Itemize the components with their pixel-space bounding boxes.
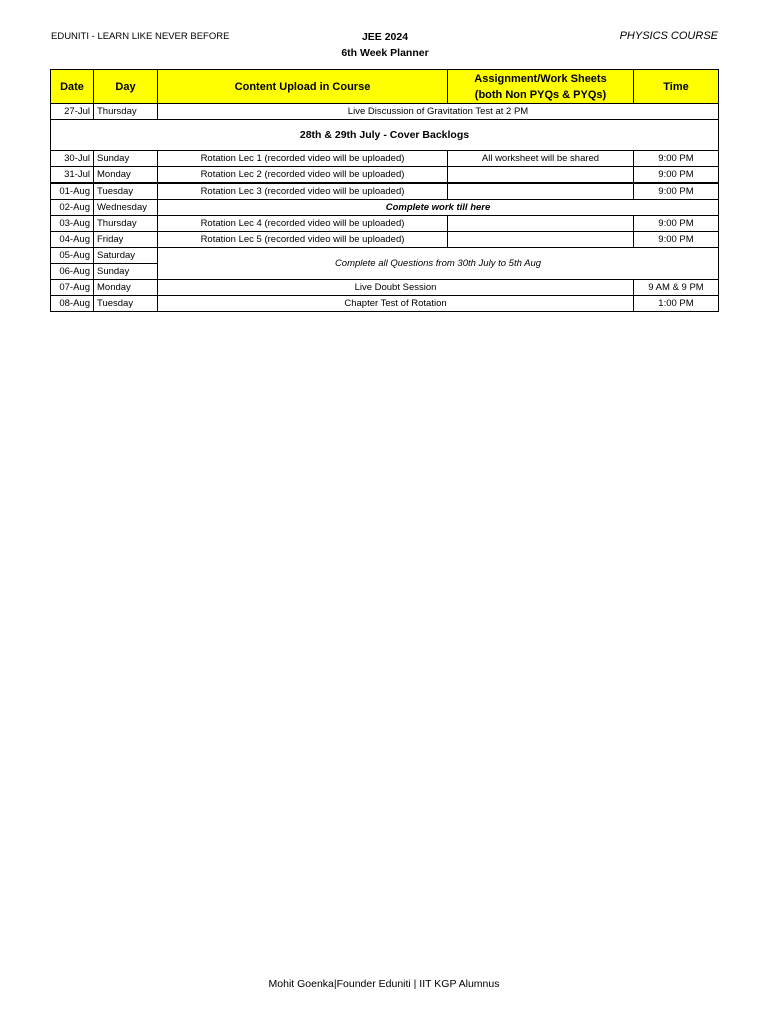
content-cell: Rotation Lec 2 (recorded video will be uploaded) <box>158 167 448 184</box>
weekend-task-cell: Complete all Questions from 30th July to 5th Aug <box>158 248 719 280</box>
day-cell: Wednesday <box>94 200 158 216</box>
date-cell: 30-Jul <box>51 151 94 167</box>
content-cell: Live Discussion of Gravitation Test at 2 PM <box>158 104 719 120</box>
day-cell: Sunday <box>94 151 158 167</box>
column-header-assignment <box>448 70 634 104</box>
table-row <box>51 167 719 184</box>
column-header-content: Content Upload in Course <box>158 70 448 104</box>
column-header-assignment-line2: (both Non PYQs & PYQs) <box>474 88 607 101</box>
day-cell: Saturday <box>94 248 158 264</box>
column-header-assignment-line1: Assignment/Work Sheets <box>474 72 607 85</box>
day-cell: Thursday <box>94 216 158 232</box>
table-row <box>51 280 719 296</box>
date-cell: 08-Aug <box>51 296 94 312</box>
date-cell: 31-Jul <box>51 167 94 184</box>
time-cell: 9:00 PM <box>634 216 719 232</box>
table-row <box>51 232 719 248</box>
milestone-cell: Complete work till here <box>158 200 719 216</box>
column-header-time: Time <box>634 70 719 104</box>
day-cell: Tuesday <box>94 296 158 312</box>
content-cell: Chapter Test of Rotation <box>158 296 634 312</box>
content-cell: Rotation Lec 3 (recorded video will be uploaded) <box>158 183 448 200</box>
table-row <box>51 296 719 312</box>
day-cell: Monday <box>94 167 158 184</box>
assignment-cell <box>448 183 634 200</box>
time-cell: 9:00 PM <box>634 167 719 184</box>
time-cell: 9 AM & 9 PM <box>634 280 719 296</box>
time-cell: 9:00 PM <box>634 232 719 248</box>
document-subtitle: 6th Week Planner <box>341 47 429 59</box>
banner-cell: 28th & 29th July - Cover Backlogs <box>51 120 719 151</box>
column-header-day: Day <box>94 70 158 104</box>
content-cell: Rotation Lec 5 (recorded video will be uploaded) <box>158 232 448 248</box>
table-header-row <box>51 70 719 104</box>
content-cell: Rotation Lec 4 (recorded video will be uploaded) <box>158 216 448 232</box>
course-name: PHYSICS COURSE <box>619 30 718 42</box>
assignment-cell: All worksheet will be shared <box>448 151 634 167</box>
column-header-date: Date <box>51 70 94 104</box>
assignment-cell <box>448 167 634 184</box>
document-title-block <box>285 29 485 61</box>
table-row-banner <box>51 120 719 151</box>
table-row <box>51 216 719 232</box>
page-footer: Mohit Goenka|Founder Eduniti | IIT KGP Alumnus <box>268 978 500 990</box>
planner-table <box>50 69 719 312</box>
assignment-cell <box>448 216 634 232</box>
content-cell: Live Doubt Session <box>158 280 634 296</box>
table-row <box>51 104 719 120</box>
date-cell: 03-Aug <box>51 216 94 232</box>
document-title: JEE 2024 <box>361 31 409 43</box>
day-cell: Tuesday <box>94 183 158 200</box>
brand-tagline: EDUNITI - LEARN LIKE NEVER BEFORE <box>51 31 230 42</box>
day-cell: Monday <box>94 280 158 296</box>
content-cell: Rotation Lec 1 (recorded video will be uploaded) <box>158 151 448 167</box>
table-row <box>51 248 719 264</box>
day-cell: Thursday <box>94 104 158 120</box>
time-cell: 9:00 PM <box>634 151 719 167</box>
table-row <box>51 151 719 167</box>
date-cell: 04-Aug <box>51 232 94 248</box>
date-cell: 07-Aug <box>51 280 94 296</box>
table-row <box>51 183 719 200</box>
time-cell: 9:00 PM <box>634 183 719 200</box>
assignment-cell <box>448 232 634 248</box>
date-cell: 06-Aug <box>51 264 94 280</box>
table-row <box>51 200 719 216</box>
date-cell: 27-Jul <box>51 104 94 120</box>
time-cell: 1:00 PM <box>634 296 719 312</box>
date-cell: 02-Aug <box>51 200 94 216</box>
day-cell: Friday <box>94 232 158 248</box>
date-cell: 05-Aug <box>51 248 94 264</box>
date-cell: 01-Aug <box>51 183 94 200</box>
day-cell: Sunday <box>94 264 158 280</box>
